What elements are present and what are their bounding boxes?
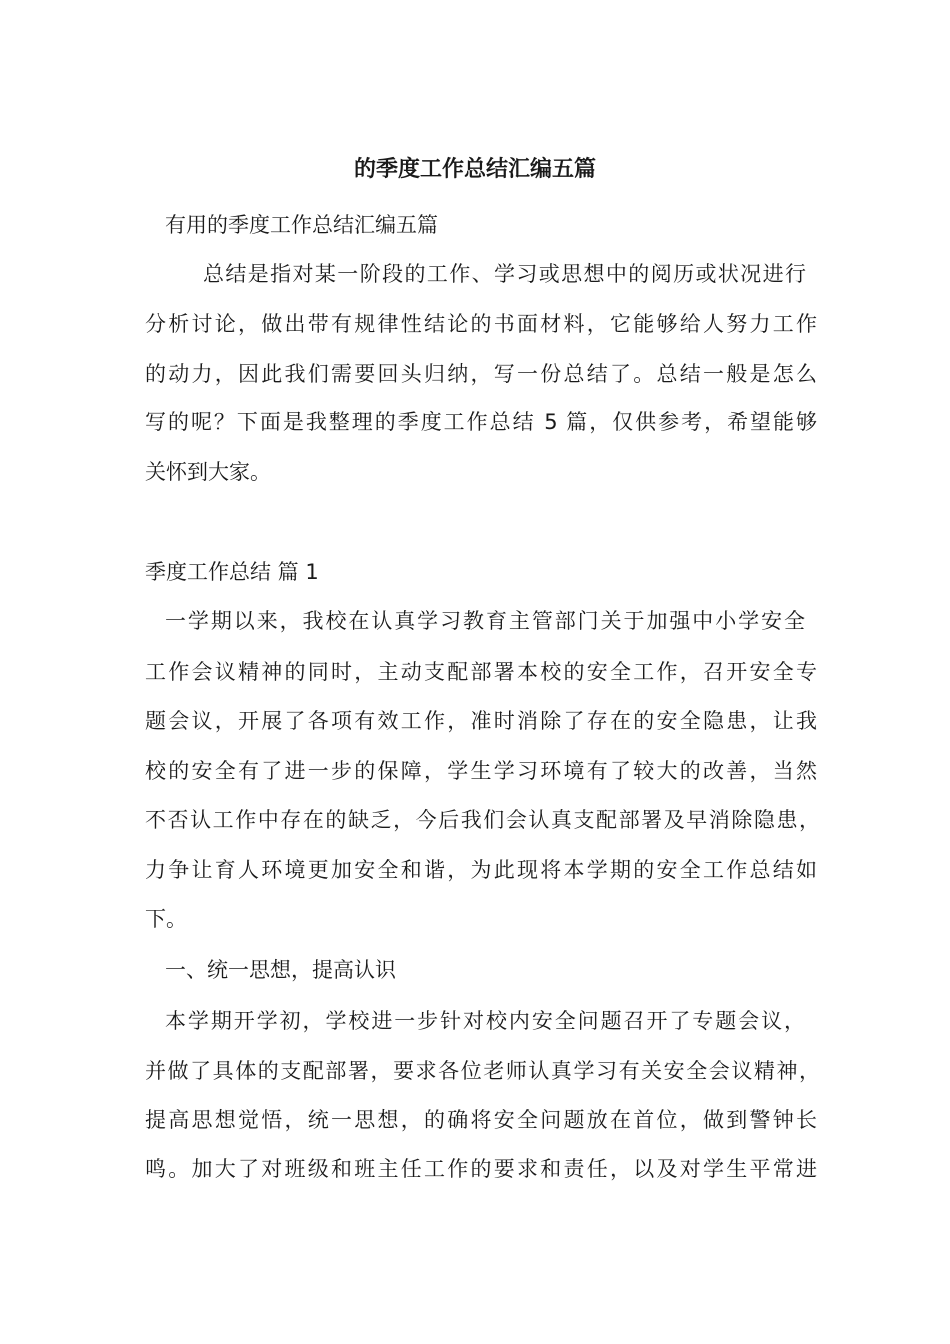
- section-line: 题会议，开展了各项有效工作，准时消除了存在的安全隐患，让我: [145, 709, 817, 733]
- section-line: 一学期以来，我校在认真学习教育主管部门关于加强中小学安全: [165, 609, 805, 633]
- subsection-line: 本学期开学初，学校进一步针对校内安全问题召开了专题会议，: [165, 1009, 805, 1033]
- section-line: 力争让育人环境更加安全和谐，为此现将本学期的安全工作总结如: [145, 858, 817, 882]
- intro-line: 的动力，因此我们需要回头归纳，写一份总结了。总结一般是怎么: [145, 362, 817, 386]
- intro-line: 关怀到大家。: [145, 460, 271, 484]
- subheading: 一、统一思想，提高认识: [165, 958, 396, 982]
- subsection-line: 并做了具体的支配部署，要求各位老师认真学习有关安全会议精神，: [145, 1059, 820, 1083]
- document-subtitle: 有用的季度工作总结汇编五篇: [165, 213, 438, 237]
- intro-line: 总结是指对某一阶段的工作、学习或思想中的阅历或状况进行: [203, 262, 806, 286]
- section-heading: 季度工作总结 篇 1: [145, 560, 319, 584]
- document-title: 的季度工作总结汇编五篇: [353, 157, 596, 182]
- section-line: 不否认工作中存在的缺乏，今后我们会认真支配部署及早消除隐患，: [145, 808, 820, 832]
- section-line: 下。: [145, 907, 187, 931]
- subsection-line: 鸣。加大了对班级和班主任工作的要求和责任，以及对学生平常进: [145, 1157, 817, 1181]
- section-line: 工作会议精神的同时，主动支配部署本校的安全工作，召开安全专: [145, 660, 817, 684]
- subsection-line: 提高思想觉悟，统一思想，的确将安全问题放在首位，做到警钟长: [145, 1108, 817, 1132]
- intro-line: 分析讨论，做出带有规律性结论的书面材料，它能够给人努力工作: [145, 312, 817, 336]
- section-line: 校的安全有了进一步的保障，学生学习环境有了较大的改善，当然: [145, 759, 817, 783]
- intro-line: 写的呢？下面是我整理的季度工作总结 5 篇，仅供参考，希望能够: [145, 410, 817, 434]
